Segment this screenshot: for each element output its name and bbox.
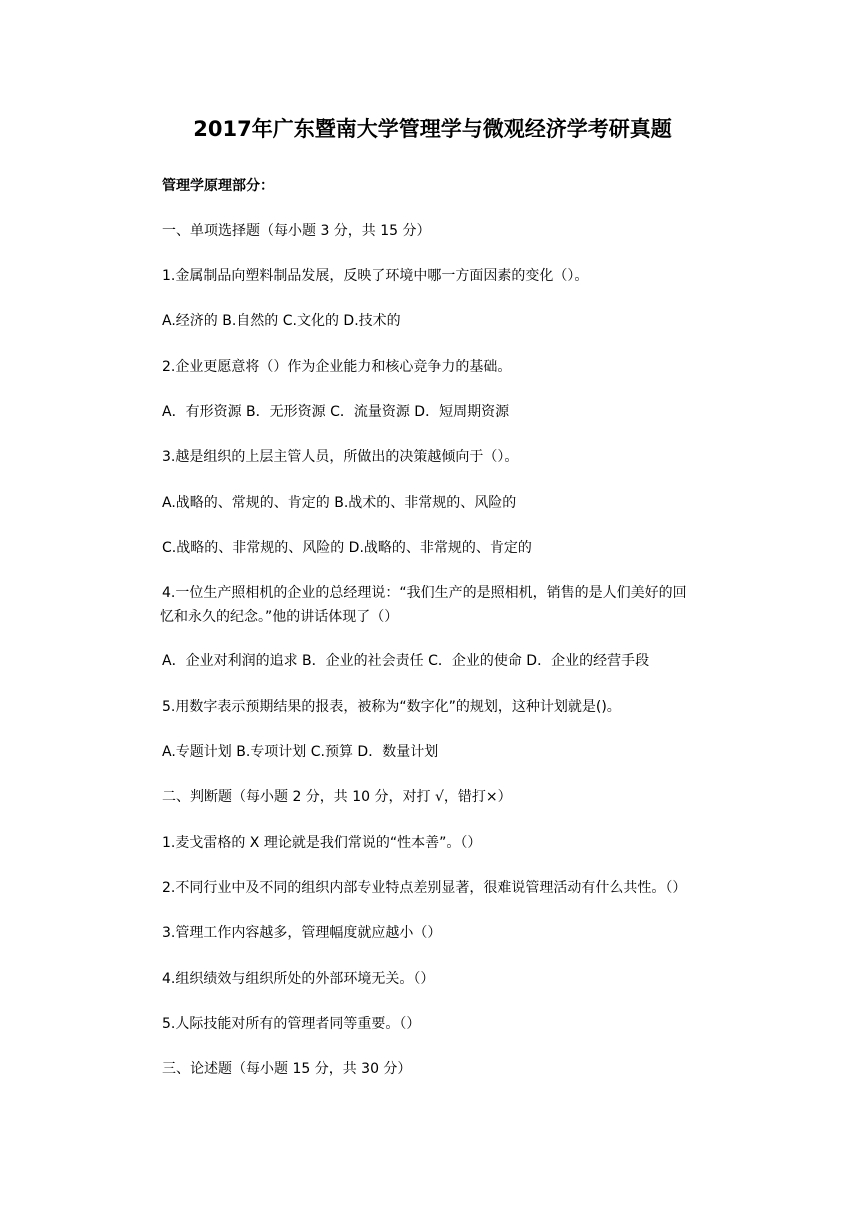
part3-heading: 三、论述题（每小题 15 分，共 30 分） bbox=[162, 1061, 412, 1077]
question-4-line1: 4.一位生产照相机的企业的总经理说：“我们生产的是照相机，销售的是人们美好的回 bbox=[162, 585, 687, 601]
part1-heading: 一、单项选择题（每小题 3 分，共 15 分） bbox=[162, 223, 431, 239]
judgement-1: 1.麦戈雷格的 X 理论就是我们常说的“性本善”。（） bbox=[162, 835, 482, 851]
section-heading: 管理学原理部分： bbox=[162, 178, 274, 194]
question-5: 5.用数字表示预期结果的报表，被称为“数字化”的规划，这种计划就是()。 bbox=[162, 699, 621, 715]
question-1: 1.金属制品向塑料制品发展，反映了环境中哪一方面因素的变化（）。 bbox=[162, 268, 589, 284]
part2-heading: 二、判断题（每小题 2 分，共 10 分，对打 √，错打×） bbox=[162, 789, 512, 805]
question-4 bbox=[162, 582, 737, 628]
question-2: 2.企业更愿意将（）作为企业能力和核心竞争力的基础。 bbox=[162, 359, 512, 375]
question-3-options-line1: A.战略的、常规的、肯定的 B.战术的、非常规的、风险的 bbox=[162, 495, 517, 511]
question-4-options: A．企业对利润的追求 B．企业的社会责任 C．企业的使命 D．企业的经营手段 bbox=[162, 653, 650, 669]
question-4-line2: 忆和永久的纪念。”他的讲话体现了（） bbox=[160, 609, 399, 625]
question-2-options: A．有形资源 B．无形资源 C．流量资源 D．短周期资源 bbox=[162, 404, 510, 420]
question-1-options: A.经济的 B.自然的 C.文化的 D.技术的 bbox=[162, 313, 401, 329]
judgement-3: 3.管理工作内容越多，管理幅度就应越小（） bbox=[162, 925, 442, 941]
document-title: 2017年广东暨南大学管理学与微观经济学考研真题 bbox=[193, 117, 672, 141]
question-5-options: A.专题计划 B.专项计划 C.预算 D．数量计划 bbox=[162, 744, 439, 760]
question-3-options-line2: C.战略的、非常规的、风险的 D.战略的、非常规的、肯定的 bbox=[162, 540, 532, 556]
question-3: 3.越是组织的上层主管人员，所做出的决策越倾向于（）。 bbox=[162, 449, 519, 465]
judgement-4: 4.组织绩效与组织所处的外部环境无关。（） bbox=[162, 971, 435, 987]
judgement-5: 5.人际技能对所有的管理者同等重要。（） bbox=[162, 1016, 421, 1032]
judgement-2: 2.不同行业中及不同的组织内部专业特点差别显著，很难说管理活动有什么共性。（） bbox=[162, 880, 687, 896]
